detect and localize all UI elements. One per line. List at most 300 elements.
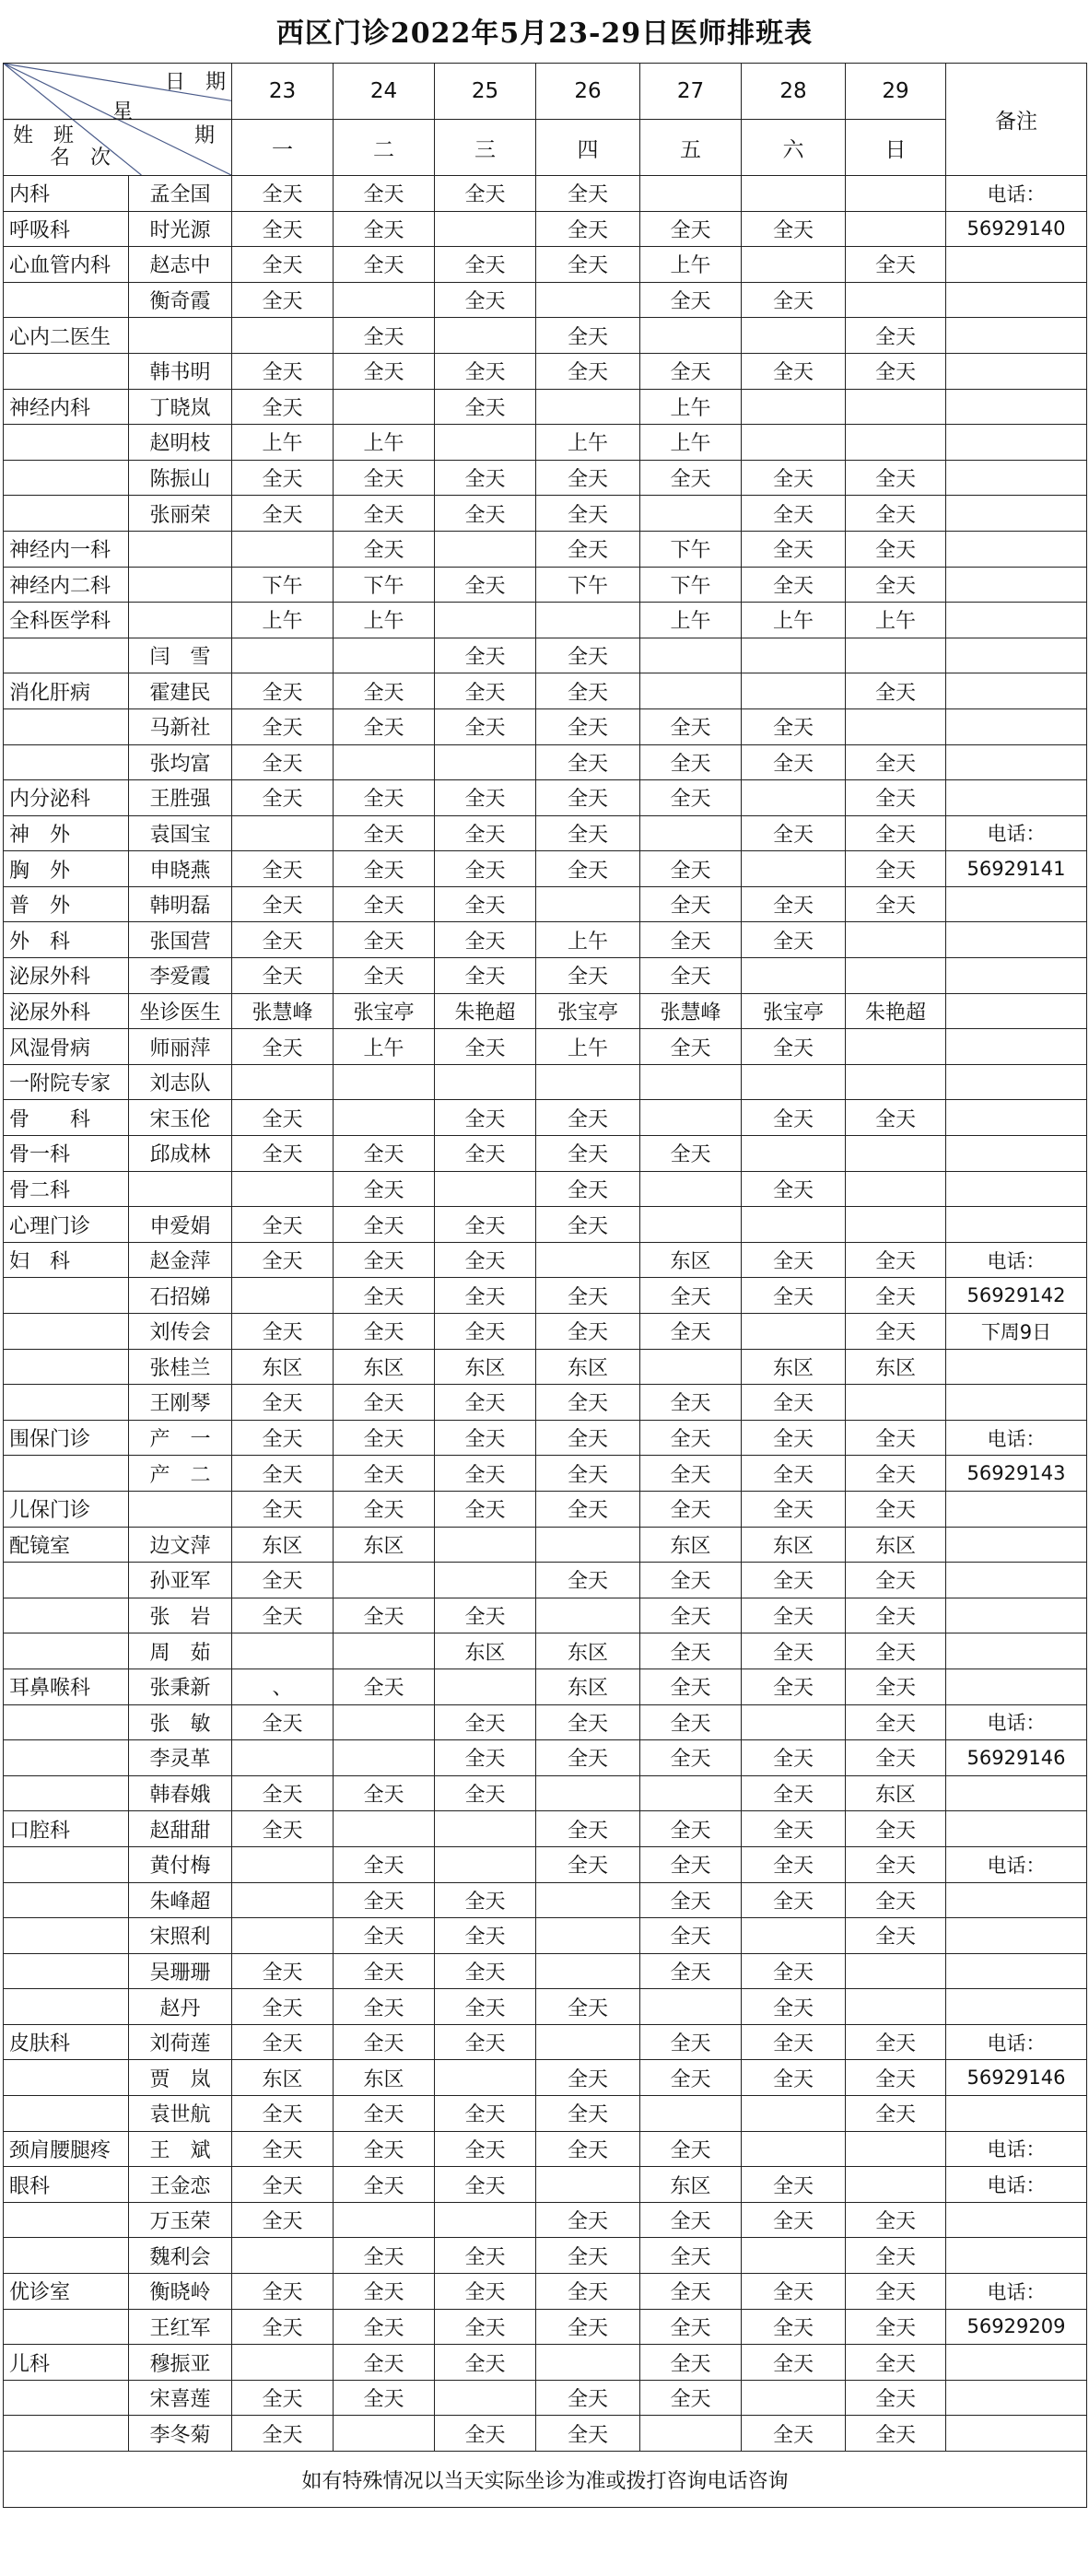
shift-cell: 全天 <box>232 1563 334 1598</box>
shift-cell: 东区 <box>640 2167 742 2203</box>
shift-cell: 全天 <box>846 780 946 816</box>
shift-cell: 全天 <box>846 2060 946 2096</box>
table-row <box>4 176 1087 212</box>
department-cell: 泌尿外科 <box>4 993 129 1029</box>
shift-cell <box>334 282 435 318</box>
table-row <box>4 353 1087 389</box>
shift-cell: 全天 <box>435 2167 536 2203</box>
remark-cell <box>946 780 1087 816</box>
table-row <box>4 282 1087 318</box>
shift-cell <box>640 2416 742 2452</box>
remark-cell <box>946 247 1087 283</box>
shift-cell: 全天 <box>640 1029 742 1065</box>
shift-cell <box>536 886 640 922</box>
corner-label: 名 次 <box>50 146 111 170</box>
shift-cell: 全天 <box>536 1846 640 1882</box>
doctor-name-cell: 王 斌 <box>129 2131 232 2167</box>
shift-cell <box>232 2238 334 2274</box>
table-row <box>4 2380 1087 2416</box>
shift-cell: 全天 <box>232 1704 334 1740</box>
doctor-name-cell: 产 二 <box>129 1456 232 1492</box>
shift-cell: 全天 <box>846 1456 946 1492</box>
shift-cell: 全天 <box>334 247 435 283</box>
shift-cell <box>846 211 946 247</box>
shift-cell: 全天 <box>846 2202 946 2238</box>
corner-date-label: 日 期 <box>164 71 226 94</box>
remark-cell <box>946 958 1087 994</box>
shift-cell: 全天 <box>846 2416 946 2452</box>
remark-cell: 电话： <box>946 1420 1087 1456</box>
shift-cell: 全天 <box>435 567 536 603</box>
weekday-cell: 二 <box>334 120 435 176</box>
doctor-name-cell: 赵甜甜 <box>129 1811 232 1847</box>
shift-cell: 全天 <box>232 2131 334 2167</box>
shift-cell <box>435 1171 536 1207</box>
date-cell: 28 <box>742 64 846 120</box>
department-cell: 妇 科 <box>4 1242 129 1278</box>
shift-cell: 上午 <box>640 425 742 461</box>
shift-cell: 全天 <box>334 353 435 389</box>
shift-cell: 全天 <box>334 1242 435 1278</box>
shift-cell: 东区 <box>742 1527 846 1563</box>
doctor-name-cell: 张秉新 <box>129 1669 232 1704</box>
shift-cell: 上午 <box>536 922 640 958</box>
shift-cell: 全天 <box>232 708 334 744</box>
shift-cell: 全天 <box>742 460 846 496</box>
shift-cell: 全天 <box>742 2309 846 2345</box>
remark-cell: 电话： <box>946 176 1087 212</box>
table-row <box>4 1740 1087 1776</box>
department-cell <box>4 1456 129 1492</box>
shift-cell <box>334 1633 435 1669</box>
shift-cell <box>334 2416 435 2452</box>
doctor-name-cell: 刘荷莲 <box>129 2024 232 2060</box>
shift-cell: 全天 <box>846 2309 946 2345</box>
shift-cell <box>232 1740 334 1776</box>
shift-cell: 全天 <box>640 1278 742 1314</box>
shift-cell: 全天 <box>536 2380 640 2416</box>
remark-cell <box>946 886 1087 922</box>
shift-cell <box>334 1811 435 1847</box>
shift-cell: 全天 <box>640 1491 742 1527</box>
shift-cell <box>640 673 742 709</box>
shift-cell <box>846 1207 946 1243</box>
shift-cell <box>742 1918 846 1954</box>
table-row <box>4 318 1087 354</box>
shift-cell <box>232 1846 334 1882</box>
shift-cell <box>435 2380 536 2416</box>
shift-cell: 全天 <box>232 2416 334 2452</box>
shift-cell: 东区 <box>640 1242 742 1278</box>
table-row <box>4 531 1087 567</box>
shift-cell <box>334 1704 435 1740</box>
shift-cell: 全天 <box>232 1456 334 1492</box>
table-row <box>4 744 1087 780</box>
shift-cell: 全天 <box>334 1278 435 1314</box>
remark-cell <box>946 1989 1087 2025</box>
shift-cell: 全天 <box>846 815 946 851</box>
shift-cell: 全天 <box>334 1136 435 1172</box>
shift-cell: 全天 <box>742 708 846 744</box>
shift-cell <box>640 1207 742 1243</box>
shift-cell: 全天 <box>435 780 536 816</box>
shift-cell: 全天 <box>640 1456 742 1492</box>
shift-cell: 全天 <box>232 780 334 816</box>
shift-cell <box>640 1100 742 1136</box>
shift-cell: 全天 <box>232 247 334 283</box>
shift-cell <box>334 744 435 780</box>
shift-cell: 全天 <box>232 1811 334 1847</box>
shift-cell: 全天 <box>640 2380 742 2416</box>
department-cell <box>4 2202 129 2238</box>
table-row <box>4 1100 1087 1136</box>
department-cell: 儿科 <box>4 2345 129 2381</box>
remark-cell <box>946 2380 1087 2416</box>
shift-cell: 全天 <box>846 1563 946 1598</box>
remark-cell <box>946 1882 1087 1918</box>
shift-cell <box>334 1740 435 1776</box>
shift-cell <box>640 1989 742 2025</box>
shift-cell: 下午 <box>334 567 435 603</box>
shift-cell: 全天 <box>536 2131 640 2167</box>
department-cell <box>4 2060 129 2096</box>
shift-cell <box>640 1171 742 1207</box>
shift-cell: 全天 <box>640 1953 742 1989</box>
shift-cell: 上午 <box>536 425 640 461</box>
remark-cell: 56929146 <box>946 2060 1087 2096</box>
shift-cell <box>742 2096 846 2132</box>
table-row <box>4 2096 1087 2132</box>
shift-cell: 全天 <box>640 211 742 247</box>
shift-cell <box>742 673 846 709</box>
doctor-name-cell: 张丽荣 <box>129 496 232 532</box>
table-row <box>4 1278 1087 1314</box>
shift-cell <box>536 1953 640 1989</box>
shift-cell: 全天 <box>640 2309 742 2345</box>
shift-cell: 东区 <box>846 1775 946 1811</box>
department-cell <box>4 1775 129 1811</box>
shift-cell: 全天 <box>846 1882 946 1918</box>
department-cell: 骨一科 <box>4 1136 129 1172</box>
date-cell: 26 <box>536 64 640 120</box>
schedule-table <box>3 63 1087 2508</box>
shift-cell: 全天 <box>640 1420 742 1456</box>
shift-cell: 全天 <box>846 2096 946 2132</box>
shift-cell: 上午 <box>846 603 946 638</box>
remark-cell: 下周9日 <box>946 1314 1087 1350</box>
shift-cell: 全天 <box>846 1918 946 1954</box>
shift-cell: 全天 <box>334 815 435 851</box>
shift-cell <box>742 1136 846 1172</box>
shift-cell: 全天 <box>846 1100 946 1136</box>
table-row <box>4 815 1087 851</box>
shift-cell <box>846 2131 946 2167</box>
shift-cell: 全天 <box>640 2274 742 2310</box>
remark-cell <box>946 922 1087 958</box>
department-cell <box>4 1563 129 1598</box>
shift-cell: 全天 <box>334 922 435 958</box>
table-row <box>4 1491 1087 1527</box>
department-cell <box>4 1882 129 1918</box>
shift-cell: 全天 <box>232 2167 334 2203</box>
table-row <box>4 567 1087 603</box>
department-cell <box>4 1598 129 1633</box>
shift-cell: 全天 <box>435 2416 536 2452</box>
date-cell: 24 <box>334 64 435 120</box>
shift-cell: 东区 <box>334 1349 435 1385</box>
shift-cell: 上午 <box>334 603 435 638</box>
department-cell <box>4 744 129 780</box>
department-cell <box>4 1278 129 1314</box>
table-row <box>4 638 1087 673</box>
shift-cell: 全天 <box>334 2309 435 2345</box>
shift-cell: 全天 <box>232 2202 334 2238</box>
remark-cell <box>946 1633 1087 1669</box>
shift-cell: 全天 <box>640 1598 742 1633</box>
shift-cell: 全天 <box>536 1207 640 1243</box>
shift-cell: 全天 <box>232 1100 334 1136</box>
shift-cell: 全天 <box>334 673 435 709</box>
remark-cell <box>946 1563 1087 1598</box>
shift-cell: 全天 <box>232 282 334 318</box>
shift-cell: 全天 <box>435 638 536 673</box>
shift-cell: 全天 <box>435 708 536 744</box>
shift-cell <box>846 958 946 994</box>
shift-cell <box>334 389 435 425</box>
shift-cell <box>435 603 536 638</box>
shift-cell <box>536 1918 640 1954</box>
table-row <box>4 1882 1087 1918</box>
shift-cell <box>640 496 742 532</box>
shift-cell <box>742 318 846 354</box>
shift-cell: 东区 <box>232 2060 334 2096</box>
remark-cell <box>946 425 1087 461</box>
table-row <box>4 708 1087 744</box>
shift-cell: 全天 <box>435 815 536 851</box>
shift-cell: 全天 <box>536 1740 640 1776</box>
doctor-name-cell: 申爱娟 <box>129 1207 232 1243</box>
shift-cell <box>846 1953 946 1989</box>
table-row <box>4 389 1087 425</box>
shift-cell: 全天 <box>435 1029 536 1065</box>
shift-cell <box>742 425 846 461</box>
shift-cell <box>334 1563 435 1598</box>
shift-cell: 东区 <box>536 1349 640 1385</box>
page-title: 西区门诊2022年5月23-29日医师排班表 <box>275 18 814 50</box>
department-cell: 外 科 <box>4 922 129 958</box>
shift-cell <box>536 282 640 318</box>
doctor-name-cell: 袁世航 <box>129 2096 232 2132</box>
shift-cell: 全天 <box>435 1989 536 2025</box>
shift-cell: 全天 <box>742 1846 846 1882</box>
shift-cell: 全天 <box>640 2238 742 2274</box>
shift-cell: 张慧峰 <box>640 993 742 1029</box>
shift-cell: 全天 <box>640 780 742 816</box>
shift-cell: 全天 <box>334 1918 435 1954</box>
shift-cell <box>742 958 846 994</box>
shift-cell: 全天 <box>846 318 946 354</box>
shift-cell: 全天 <box>435 2274 536 2310</box>
shift-cell: 全天 <box>536 1100 640 1136</box>
shift-cell: 全天 <box>742 353 846 389</box>
shift-cell: 全天 <box>536 531 640 567</box>
shift-cell <box>435 1527 536 1563</box>
shift-cell: 全天 <box>435 886 536 922</box>
shift-cell: 全天 <box>232 211 334 247</box>
shift-cell: 全天 <box>846 2345 946 2381</box>
table-row <box>4 2024 1087 2060</box>
shift-cell: 全天 <box>232 744 334 780</box>
shift-cell <box>435 1811 536 1847</box>
shift-cell: 全天 <box>536 744 640 780</box>
shift-cell: 全天 <box>435 2096 536 2132</box>
remark-cell <box>946 389 1087 425</box>
shift-cell: 全天 <box>536 1314 640 1350</box>
department-cell <box>4 1953 129 1989</box>
table-row <box>4 2167 1087 2203</box>
shift-cell <box>640 1064 742 1100</box>
shift-cell <box>846 708 946 744</box>
shift-cell: 全天 <box>742 2024 846 2060</box>
doctor-name-cell: 丁晓岚 <box>129 389 232 425</box>
shift-cell: 全天 <box>334 2024 435 2060</box>
remark-cell: 56929141 <box>946 851 1087 887</box>
shift-cell <box>846 282 946 318</box>
shift-cell: 全天 <box>435 1420 536 1456</box>
shift-cell: 全天 <box>536 1989 640 2025</box>
table-row <box>4 1314 1087 1350</box>
shift-cell <box>435 1064 536 1100</box>
shift-cell: 全天 <box>846 2238 946 2274</box>
table-row <box>4 603 1087 638</box>
doctor-name-cell: 刘志队 <box>129 1064 232 1100</box>
shift-cell: 全天 <box>742 1775 846 1811</box>
shift-cell: 全天 <box>435 851 536 887</box>
shift-cell: 全天 <box>334 211 435 247</box>
shift-cell: 上午 <box>232 425 334 461</box>
shift-cell: 全天 <box>435 1598 536 1633</box>
shift-cell: 全天 <box>742 2345 846 2381</box>
shift-cell <box>536 1064 640 1100</box>
shift-cell: 全天 <box>536 2096 640 2132</box>
shift-cell: 东区 <box>640 1527 742 1563</box>
shift-cell: 全天 <box>536 958 640 994</box>
shift-cell: 全天 <box>334 531 435 567</box>
shift-cell: 全天 <box>232 2024 334 2060</box>
shift-cell: 全天 <box>846 247 946 283</box>
shift-cell: 全天 <box>640 1385 742 1421</box>
shift-cell: 全天 <box>334 958 435 994</box>
remark-cell <box>946 1811 1087 1847</box>
shift-cell: 全天 <box>742 922 846 958</box>
shift-cell: 全天 <box>846 673 946 709</box>
remark-cell <box>946 744 1087 780</box>
shift-cell: 全天 <box>232 460 334 496</box>
doctor-name-cell: 张 敏 <box>129 1704 232 1740</box>
shift-cell: 全天 <box>232 1420 334 1456</box>
table-row <box>4 958 1087 994</box>
shift-cell: 全天 <box>334 1314 435 1350</box>
table-row <box>4 496 1087 532</box>
shift-cell: 全天 <box>232 958 334 994</box>
shift-cell: 东区 <box>536 1669 640 1704</box>
shift-cell: 全天 <box>742 2274 846 2310</box>
table-row <box>4 2131 1087 2167</box>
shift-cell: 全天 <box>846 886 946 922</box>
doctor-name-cell: 朱峰超 <box>129 1882 232 1918</box>
doctor-name-cell: 刘传会 <box>129 1314 232 1350</box>
shift-cell: 全天 <box>536 2060 640 2096</box>
shift-cell: 全天 <box>232 2380 334 2416</box>
table-row <box>4 2309 1087 2345</box>
shift-cell: 全天 <box>232 1314 334 1350</box>
shift-cell: 全天 <box>232 1029 334 1065</box>
shift-cell: 全天 <box>334 1669 435 1704</box>
shift-cell: 上午 <box>640 603 742 638</box>
department-cell <box>4 353 129 389</box>
shift-cell <box>640 318 742 354</box>
doctor-name-cell: 王刚琴 <box>129 1385 232 1421</box>
remark-cell <box>946 1491 1087 1527</box>
remark-cell <box>946 1100 1087 1136</box>
shift-cell <box>536 1242 640 1278</box>
department-cell: 配镜室 <box>4 1527 129 1563</box>
shift-cell: 全天 <box>334 1420 435 1456</box>
shift-cell: 全天 <box>640 1918 742 1954</box>
table-row <box>4 1456 1087 1492</box>
shift-cell: 全天 <box>536 1704 640 1740</box>
remark-cell <box>946 1527 1087 1563</box>
shift-cell: 全天 <box>742 282 846 318</box>
shift-cell <box>742 389 846 425</box>
remark-cell <box>946 1029 1087 1065</box>
table-row <box>4 1918 1087 1954</box>
table-row <box>4 1171 1087 1207</box>
corner-period-label: 期 <box>193 124 215 147</box>
shift-cell: 全天 <box>742 1882 846 1918</box>
shift-cell: 全天 <box>536 496 640 532</box>
shift-cell <box>742 176 846 212</box>
shift-cell: 下午 <box>640 567 742 603</box>
shift-cell <box>536 1527 640 1563</box>
department-cell <box>4 2096 129 2132</box>
remark-cell <box>946 1918 1087 1954</box>
department-cell: 颈肩腰腿疼 <box>4 2131 129 2167</box>
remark-cell: 56929146 <box>946 1740 1087 1776</box>
doctor-name-cell: 张桂兰 <box>129 1349 232 1385</box>
table-row <box>4 1064 1087 1100</box>
shift-cell: 张宝亭 <box>334 993 435 1029</box>
shift-cell <box>640 176 742 212</box>
shift-cell: 朱艳超 <box>435 993 536 1029</box>
shift-cell: 全天 <box>742 496 846 532</box>
shift-cell <box>435 1846 536 1882</box>
schedule-body <box>4 176 1087 2452</box>
shift-cell: 全天 <box>334 496 435 532</box>
table-row <box>4 425 1087 461</box>
department-cell: 心理门诊 <box>4 1207 129 1243</box>
shift-cell: 全天 <box>742 1029 846 1065</box>
shift-cell <box>232 1882 334 1918</box>
department-cell: 内科 <box>4 176 129 212</box>
department-cell: 全科医学科 <box>4 603 129 638</box>
shift-cell <box>846 922 946 958</box>
shift-cell: 上午 <box>232 603 334 638</box>
shift-cell <box>536 1775 640 1811</box>
shift-cell: 全天 <box>640 1633 742 1669</box>
shift-cell <box>435 2060 536 2096</box>
remark-cell <box>946 1207 1087 1243</box>
